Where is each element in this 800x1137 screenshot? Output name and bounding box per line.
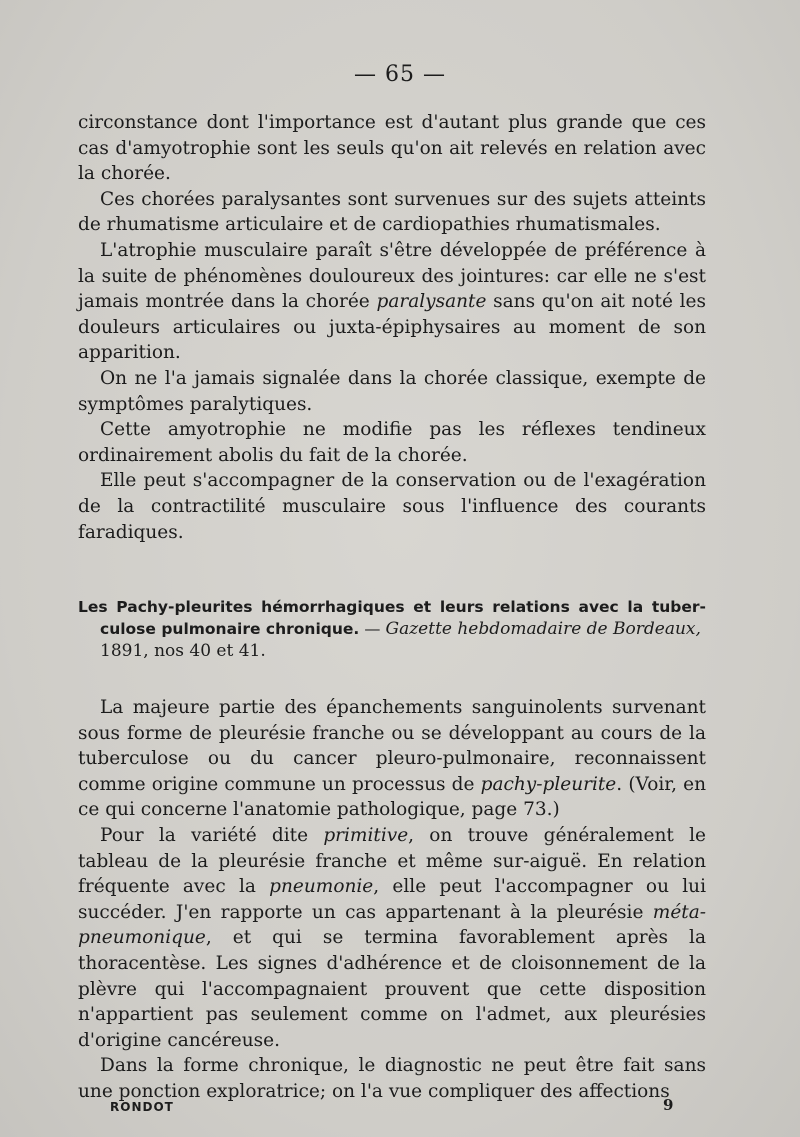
reference-title-continued: culose pulmonaire chronique. [100, 620, 360, 638]
text-run: La majeure partie des épanchements sanguinolents survenant sous forme de pleurésie franche ou se développant au cours de la tuberculose ou du cancer pleuro-pulmonaire, reconnaissent comme origine commune un processus de [78, 697, 706, 795]
italic-term: primitive [323, 824, 409, 846]
paragraph: On ne l'a jamais signalée dans la chorée classique, exempte de symptômes paralytiques. [78, 367, 706, 415]
page-number: — 65 — [354, 62, 446, 87]
signature-mark: RONDOT [110, 1100, 174, 1114]
italic-term: paralysante [376, 291, 487, 313]
article-reference [78, 596, 706, 662]
paragraph: Elle peut s'accompagner de la conservation ou de l'exagération de la contractilité musculaire sous l'influence des courants faradiques. [78, 470, 706, 543]
text-run: , on trouve généralement le tableau de la pleurésie franche et même sur-aiguë. En relation fréquente avec la [78, 824, 706, 898]
paragraph [78, 695, 706, 823]
text-run: sans qu'on ait noté les douleurs articulaires ou juxta-épiphysaires au moment de son apparition. [78, 291, 706, 364]
paragraph: Cette amyotrophie ne modifie pas les réflexes tendineux ordinairement abolis du fait de la chorée. [78, 419, 706, 466]
text-run: , et qui se termina favorablement après la thoracentèse. Les signes d'adhérence et de cloisonnement de la plèvre qui l'accompagnaient prouvent que cette disposition n'appartient pas seulement comme on l'admet, aux pleurésies d'origine cancéreuse. [78, 927, 706, 1051]
text-block-pleurisy [78, 695, 706, 1105]
reference-title-line1: Les Pachy-pleurites hémorrhagiques et leurs relations avec la tuber- [78, 598, 706, 616]
paragraph: Ces chorées paralysantes sont survenues sur des sujets atteints de rhumatisme articulaire et de cardiopathies rhumatismales. [78, 188, 706, 236]
text-run: . (Voir, en ce qui concerne l'anatomie pathologique, page 73.) [78, 773, 706, 821]
paragraph: Dans la forme chronique, le diagnostic ne peut être fait sans une ponction exploratrice; on l'a vue compliquer des affections [78, 1055, 706, 1102]
reference-dash: — [359, 619, 386, 638]
paragraph [78, 238, 706, 366]
text-block-chorea [78, 110, 706, 545]
text-run: , elle peut l'accompagner ou lui succéder. J'en rapporte un cas appartenant à la pleurésie [78, 876, 706, 923]
italic-term: pneumonie [269, 876, 374, 898]
paragraph: circonstance dont l'importance est d'autant plus grande que ces cas d'amyotrophie sont les seuls qu'on ait relevés en relation avec la chorée. [78, 112, 706, 185]
italic-term: pachy-pleurite [480, 773, 617, 795]
signature-number: 9 [663, 1096, 674, 1114]
reference-date: 1891, nos 40 et 41. [100, 641, 266, 661]
reference-title-line2 [78, 618, 706, 640]
paragraph [78, 823, 706, 1053]
text-run: L'atrophie musculaire paraît s'être développée de préférence à la suite de phénomènes douloureux des jointures: car elle ne s'est jamais montrée dans la chorée [78, 239, 706, 313]
reference-source: Gazette hebdomadaire de Bordeaux, [385, 619, 701, 639]
italic-term: méta-pneumonique [78, 901, 706, 949]
text-run: Pour la variété dite [100, 824, 324, 846]
